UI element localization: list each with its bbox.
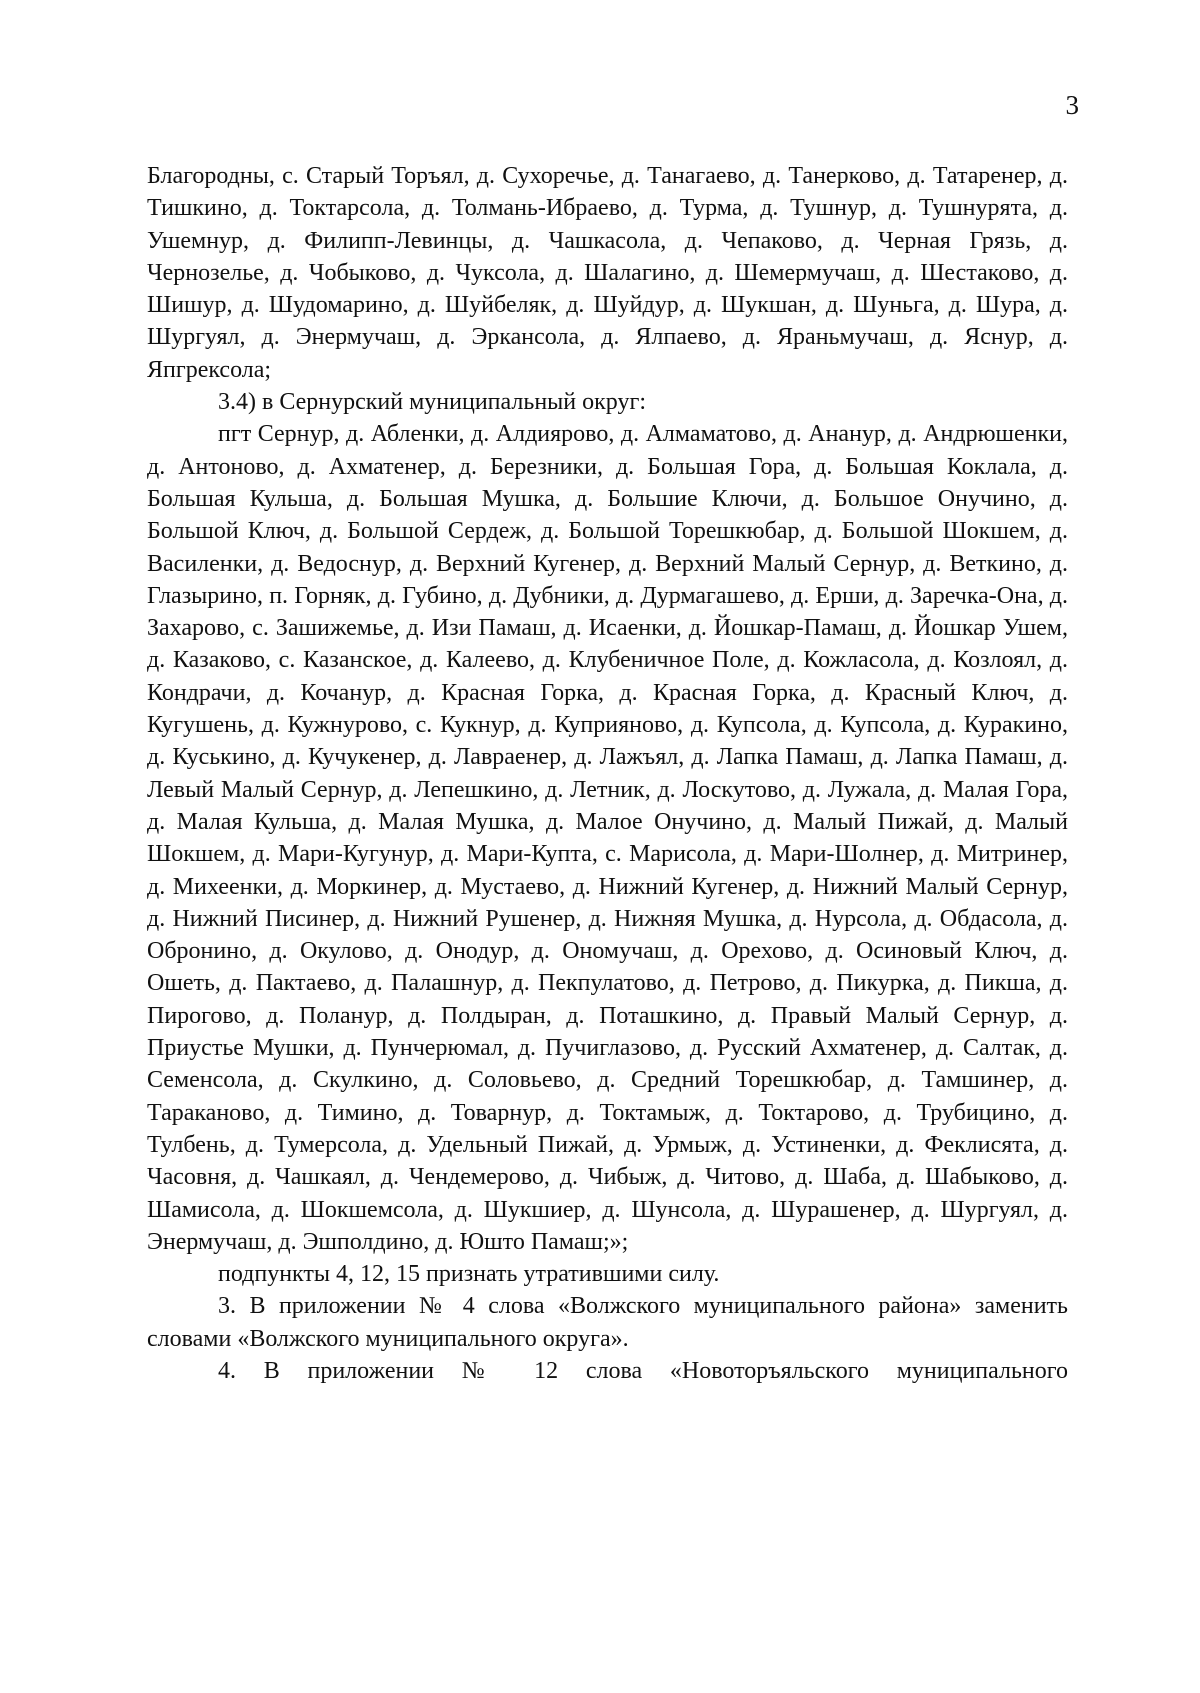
document-body xyxy=(147,160,1068,1387)
paragraph-item-4: 4. В приложении № 12 слова «Новоторъяльского муниципального xyxy=(218,1357,1068,1384)
paragraph-sernur-heading: 3.4) в Сернурский муниципальный округ: xyxy=(218,389,646,416)
paragraph-list-continuation: Благородны, с. Старый Торъял, д. Сухоречье, д. Танагаево, д. Танерково, д. Татаренер, д. Тишкино, д. Токтарсола, д. Толмань-Ибраево, д. Турма, д. Тушнур, д. Тушнурята, д. Ушемнур, д. Филипп-Левинцы, д. Чашкасола, д. Чепаково, д. Черная Грязь, д. Чернозелье, д. Чобыково, д. Чуксола, д. Шалагино, д. Шемермучаш, д. Шестаково, д. Шишур, д. Шудомарино, д. Шуйбеляк, д. Шуйдур, д. Шукшан, д. Шуньга, д. Шура, д. Шургуял, д. Энермучаш, д. Эркансола, д. Ялпаево, д. Яраньмучаш, д. Яснур, д. Япгрексола; xyxy=(147,163,1068,383)
paragraph-subitems-repealed: подпункты 4, 12, 15 признать утратившими силу. xyxy=(218,1261,720,1288)
paragraph-sernur-list: пгт Сернур, д. Абленки, д. Алдиярово, д. Алмаматово, д. Ананур, д. Андрюшенки, д. Антоново, д. Ахматенер, д. Березники, д. Большая Гора, д. Большая Коклала, д. Большая Кульша, д. Большая Мушка, д. Большие Ключи, д. Большое Онучино, д. Большой Ключ, д. Большой Сердеж, д. Большой Торешкюбар, д. Большой Шокшем, д. Василенки, д. Ведоснур, д. Верхний Кугенер, д. Верхний Малый Сернур, д. Веткино, д. Глазырино, п. Горняк, д. Губино, д. Дубники, д. Дурмагашево, д. Ерши, д. Заречка-Она, д. Захарово, с. Зашижемье, д. Изи Памаш, д. Исаенки, д. Йошкар-Памаш, д. Йошкар Ушем, д. Казаково, с. Казанское, д. Калеево, д. Клубеничное Поле, д. Кожласола, д. Козлоял, д. Кондрачи, д. Кочанур, д. Красная Горка, д. Красная Горка, д. Красный Ключ, д. Кугушень, д. Кужнурово, с. Кукнур, д. Куприяново, д. Купсола, д. Купсола, д. Куракино, д. Куськино, д. Кучукенер, д. Лавраенер, д. Лажъял, д. Лапка Памаш, д. Лапка Памаш, д. Левый Малый Сернур, д. Лепешкино, д. Летник, д. Лоскутово, д. Лужала, д. Малая Гора, д. Малая Кульша, д. Малая Мушка, д. Малое Онучино, д. Малый Пижай, д. Малый Шокшем, д. Мари-Кугунур, д. Мари-Купта, с. Марисола, д. Мари-Шолнер, д. Митринер, д. Михеенки, д. Моркинер, д. Мустаево, д. Нижний Кугенер, д. Нижний Малый Сернур, д. Нижний Писинер, д. Нижний Рушенер, д. Нижняя Мушка, д. Нурсола, д. Обдасола, д. Обронино, д. Окулово, д. Онодур, д. Ономучаш, д. Орехово, д. Осиновый Ключ, д. Ошеть, д. Пактаево, д. Палашнур, д. Пекпулатово, д. Петрово, д. Пикурка, д. Пикша, д. Пирогово, д. Поланур, д. Полдыран, д. Поташкино, д. Правый Малый Сернур, д. Приустье Мушки, д. Пунчерюмал, д. Пучиглазово, д. Русский Ахматенер, д. Салтак, д. Семенсола, д. Скулкино, д. Соловьево, д. Средний Торешкюбар, д. Тамшинер, д. Тараканово, д. Тимино, д. Товарнур, д. Токтамыж, д. Токтарово, д. Трубицино, д. Тулбень, д. Тумерсола, д. Удельный Пижай, д. Урмыж, д. Устиненки, д. Феклисята, д. Часовня, д. Чашкаял, д. Чендемерово, д. Чибыж, д. Читово, д. Шаба, д. Шабыково, д. Шамисола, д. Шокшемсола, д. Шукшиер, д. Шунсола, д. Шурашенер, д. Шургуял, д. Энермучаш, д. Эшполдино, д. Юшто Памаш;»; xyxy=(147,421,1068,1255)
paragraph-item-3: 3. В приложении № 4 слова «Волжского муниципального района» заменить словами «Волжского муниципального округа». xyxy=(147,1293,1068,1352)
page-number: 3 xyxy=(1065,90,1079,120)
